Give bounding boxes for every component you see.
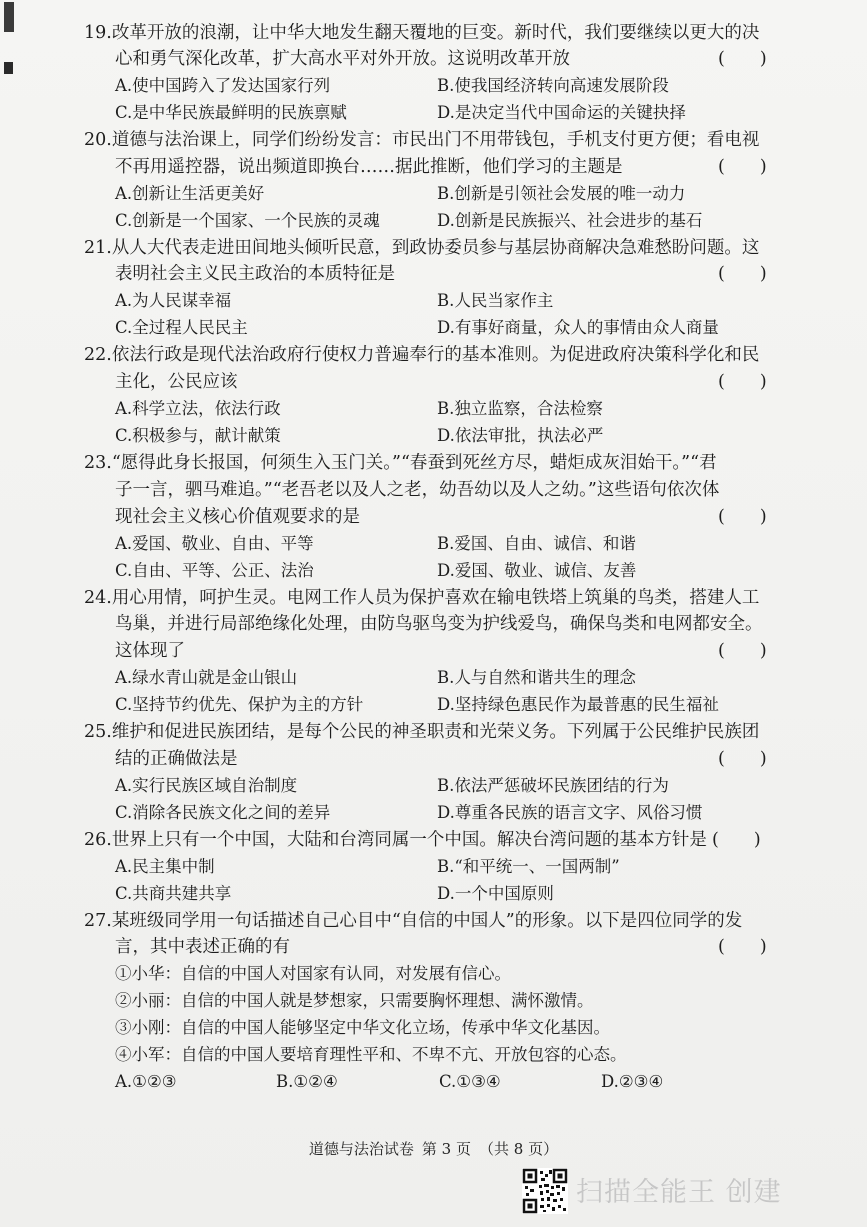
question-stem-line: 子一言，驷马难追。”“老吾老以及人之老，幼吾幼以及人之幼。”这些语句依次体 <box>115 480 720 500</box>
option-a: A.①②③ <box>115 1072 177 1091</box>
question-stem-line: 表明社会主义民主政治的本质特征是 <box>115 264 395 284</box>
answer-parentheses: ( ) <box>718 372 767 392</box>
option-c: C.是中华民族最鲜明的民族禀赋 <box>115 103 347 122</box>
answer-parentheses: ( ) <box>718 507 767 527</box>
option-b: B.人民当家作主 <box>437 291 554 310</box>
question-stem-line: 现社会主义核心价值观要求的是 <box>115 507 360 527</box>
statement-3: ③小刚：自信的中国人能够坚定中华文化立场，传承中华文化基因。 <box>115 1018 610 1037</box>
question-stem-line: “愿得此身长报国，何须生入玉门关。”“春蚕到死丝方尽，蜡炬成灰泪始干。”“君 <box>111 453 717 473</box>
question-stem-line: 结的正确做法是 <box>115 749 238 769</box>
option-a: A.科学立法，依法行政 <box>115 399 281 418</box>
question-stem-line: 主化，公民应该 <box>115 372 238 392</box>
option-a: A.创新让生活更美好 <box>115 184 265 203</box>
option-d: D.是决定当代中国命运的关键抉择 <box>437 103 686 122</box>
option-a: A.使中国跨入了发达国家行列 <box>115 76 331 95</box>
option-a: A.爱国、敬业、自由、平等 <box>115 534 314 553</box>
option-d: D.有事好商量，众人的事情由众人商量 <box>437 318 719 337</box>
question-number: 25. <box>84 722 112 742</box>
question-stem-line: 依法行政是现代法治政府行使权力普遍奉行的基本准则。为促进政府决策科学化和民 <box>111 345 760 365</box>
question-stem-line: 不再用遥控器，说出频道即换台……据此推断，他们学习的主题是 <box>115 157 623 177</box>
option-b: B.人与自然和谐共生的理念 <box>437 668 636 687</box>
option-c: C.消除各民族文化之间的差异 <box>115 803 331 822</box>
option-a: A.为人民谋幸福 <box>115 291 232 310</box>
question-number: 26. <box>84 830 112 850</box>
footer-title: 道德与法治试卷 <box>308 1140 414 1158</box>
question-stem-line: 道德与法治课上，同学们纷纷发言：市民出门不用带钱包，手机支付更方便；看电视 <box>111 130 760 150</box>
question-number: 22. <box>84 345 112 365</box>
question-number: 21. <box>84 238 112 258</box>
scan-edge-mark <box>4 62 13 74</box>
question-stem-line: 世界上只有一个中国，大陆和台湾同属一个中国。解决台湾问题的基本方针是 <box>111 830 707 850</box>
question-number: 27. <box>84 911 112 931</box>
option-c: C.全过程人民民主 <box>115 318 248 337</box>
option-c: C.共商共建共享 <box>115 884 232 903</box>
question-number: 20. <box>84 130 112 150</box>
option-a: A.民主集中制 <box>115 857 215 876</box>
option-a: A.实行民族区域自治制度 <box>115 776 298 795</box>
option-b: B.“和平统一、一国两制” <box>437 857 620 876</box>
scan-edge-mark <box>4 2 14 32</box>
footer-page: 第 3 页 <box>421 1140 471 1158</box>
option-d: D.一个中国原则 <box>437 884 554 903</box>
question-number: 23. <box>84 453 112 473</box>
option-d: D.创新是民族振兴、社会进步的基石 <box>437 211 703 230</box>
option-c: C.积极参与，献计献策 <box>115 426 281 445</box>
option-d: D.爱国、敬业、诚信、友善 <box>437 561 637 580</box>
question-number: 19. <box>84 23 112 43</box>
option-c: C.创新是一个国家、一个民族的灵魂 <box>115 211 380 230</box>
answer-parentheses: ( ) <box>718 157 767 177</box>
option-b: B.独立监察，合法检察 <box>437 399 603 418</box>
question-stem-line: 这体现了 <box>115 641 185 661</box>
option-d: D.依法审批，执法必严 <box>437 426 604 445</box>
answer-parentheses: ( ) <box>718 264 767 284</box>
question-stem-line: 从人大代表走进田间地头倾听民意，到政协委员参与基层协商解决急难愁盼问题。这 <box>111 238 760 258</box>
footer-total: （共 8 页） <box>479 1140 559 1158</box>
question-stem-line: 某班级同学用一句话描述自己心目中“自信的中国人”的形象。以下是四位同学的发 <box>111 911 743 931</box>
question-stem-line: 言，其中表述正确的有 <box>115 937 290 957</box>
page-footer <box>0 1138 867 1159</box>
option-c: C.坚持节约优先、保护为主的方针 <box>115 695 364 714</box>
option-d: D.②③④ <box>601 1072 664 1091</box>
question-stem-line: 维护和促进民族团结，是每个公民的神圣职责和光荣义务。下列属于公民维护民族团 <box>111 722 760 742</box>
option-a: A.绿水青山就是金山银山 <box>115 668 298 687</box>
option-b: B.依法严惩破坏民族团结的行为 <box>437 776 669 795</box>
scanner-watermark: 扫描全能王 创建 <box>576 1177 782 1208</box>
statement-2: ②小丽：自信的中国人就是梦想家，只需要胸怀理想、满怀激情。 <box>115 991 594 1010</box>
question-stem-line: 鸟巢，并进行局部绝缘化处理，由防鸟驱鸟变为护线爱鸟，确保鸟类和电网都安全。 <box>115 614 763 634</box>
qr-code-icon <box>522 1168 568 1214</box>
option-b: B.爱国、自由、诚信、和谐 <box>437 534 636 553</box>
answer-parentheses: ( ) <box>718 641 767 661</box>
answer-parentheses: ( ) <box>718 49 767 69</box>
answer-parentheses: ( ) <box>718 937 767 957</box>
option-c: C.①③④ <box>439 1072 501 1091</box>
statement-4: ④小军：自信的中国人要培育理性平和、不卑不亢、开放包容的心态。 <box>115 1045 627 1064</box>
option-b: B.①②④ <box>276 1072 338 1091</box>
answer-parentheses: ( ) <box>718 749 767 769</box>
statement-1: ①小华：自信的中国人对国家有认同，对发展有信心。 <box>115 964 511 983</box>
question-number: 24. <box>84 588 112 608</box>
option-d: D.尊重各民族的语言文字、风俗习惯 <box>437 803 703 822</box>
question-stem-line: 用心用情，呵护生灵。电网工作人员为保护喜欢在输电铁塔上筑巢的鸟类，搭建人工 <box>111 588 760 608</box>
option-d: D.坚持绿色惠民作为最普惠的民生福祉 <box>437 695 719 714</box>
option-b: B.创新是引领社会发展的唯一动力 <box>437 184 686 203</box>
answer-parentheses: ( ) <box>712 830 761 850</box>
question-stem-line: 改革开放的浪潮，让中华大地发生翻天覆地的巨变。新时代，我们要继续以更大的决 <box>111 23 760 43</box>
question-stem-line: 心和勇气深化改革，扩大高水平对外开放。这说明改革开放 <box>115 49 570 69</box>
option-c: C.自由、平等、公正、法治 <box>115 561 314 580</box>
option-b: B.使我国经济转向高速发展阶段 <box>437 76 669 95</box>
